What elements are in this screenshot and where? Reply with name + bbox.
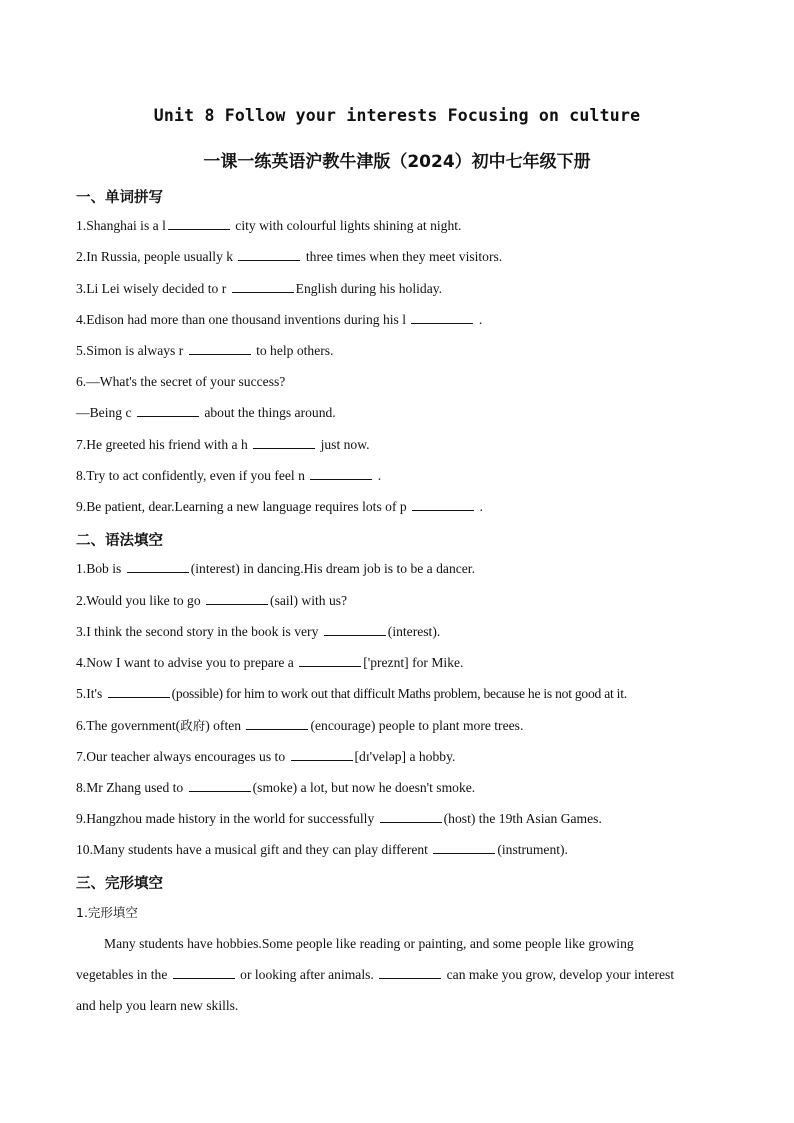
answer-blank[interactable] xyxy=(206,592,268,605)
question-text: 3.I think the second story in the book is very xyxy=(76,624,319,639)
question-text: just now. xyxy=(320,437,370,452)
section-heading-grammar: 二、语法填空 xyxy=(76,533,163,549)
grammar-question-1 xyxy=(76,560,475,578)
grammar-question-8 xyxy=(76,779,475,797)
grammar-question-9 xyxy=(76,810,602,828)
question-text: 5.Simon is always r xyxy=(76,343,184,358)
grammar-question-10 xyxy=(76,841,568,859)
passage-text: Many students have hobbies.Some people like reading or painting, and some people like growing xyxy=(104,936,634,951)
passage-text: or looking after animals. xyxy=(240,967,374,982)
question-text: (interest). xyxy=(387,624,441,639)
passage-text: can make you grow, develop your interest xyxy=(446,967,675,982)
question-text: [dɪ'veləp] a hobby. xyxy=(354,749,456,764)
answer-blank[interactable] xyxy=(379,966,441,979)
answer-blank[interactable] xyxy=(127,560,189,573)
question-text: (instrument). xyxy=(497,842,568,857)
answer-blank[interactable] xyxy=(168,217,230,230)
cloze-paragraph-line-1 xyxy=(104,935,634,953)
question-text: 6.—What's the secret of your success? xyxy=(76,374,286,389)
question-text: 4.Edison had more than one thousand inventions during his l xyxy=(76,312,406,327)
question-text: 3.Li Lei wisely decided to r xyxy=(76,281,227,296)
question-text: 4.Now I want to advise you to prepare a xyxy=(76,655,294,670)
question-text: 7.Our teacher always encourages us to xyxy=(76,749,286,764)
spelling-question-1 xyxy=(76,217,461,235)
answer-blank[interactable] xyxy=(189,342,251,355)
question-text: . xyxy=(478,312,483,327)
question-text: (interest) in dancing.His dream job is to be a dancer. xyxy=(190,561,475,576)
answer-blank[interactable] xyxy=(380,810,442,823)
grammar-question-5 xyxy=(76,685,627,703)
question-text: city with colourful lights shining at night. xyxy=(235,218,462,233)
question-text: —Being c xyxy=(76,405,132,420)
grammar-question-4 xyxy=(76,654,463,672)
passage-text: vegetables in the xyxy=(76,967,168,982)
spelling-question-3 xyxy=(76,280,442,298)
answer-blank[interactable] xyxy=(189,779,251,792)
question-text: ['preznt] for Mike. xyxy=(363,655,464,670)
grammar-question-2 xyxy=(76,592,347,610)
question-text: (encourage) people to plant more trees. xyxy=(310,718,524,733)
question-text: 8.Try to act confidently, even if you feel n xyxy=(76,468,305,483)
grammar-question-3 xyxy=(76,623,440,641)
question-text: (host) the 19th Asian Games. xyxy=(443,811,602,826)
question-text: 2.In Russia, people usually k xyxy=(76,249,234,264)
question-text: 9.Hangzhou made history in the world for successfully xyxy=(76,811,375,826)
question-text: . xyxy=(377,468,382,483)
answer-blank[interactable] xyxy=(412,498,474,511)
answer-blank[interactable] xyxy=(291,748,353,761)
passage-text: and help you learn new skills. xyxy=(76,998,239,1013)
spelling-question-6 xyxy=(76,373,285,391)
question-text: 10.Many students have a musical gift and they can play different xyxy=(76,842,428,857)
cloze-question-1-label xyxy=(76,904,138,922)
answer-blank[interactable] xyxy=(310,467,372,480)
spelling-question-7 xyxy=(76,436,370,454)
answer-blank[interactable] xyxy=(324,623,386,636)
answer-blank[interactable] xyxy=(299,654,361,667)
spelling-question-6-reply xyxy=(76,404,336,422)
grammar-question-6 xyxy=(76,717,523,735)
question-text: 1.Bob is xyxy=(76,561,122,576)
spelling-question-2 xyxy=(76,248,502,266)
title-english: Unit 8 Follow your interests Focusing on culture xyxy=(153,106,641,125)
question-text: about the things around. xyxy=(204,405,336,420)
answer-blank[interactable] xyxy=(253,436,315,449)
question-text-chinese: 政府 xyxy=(180,718,206,733)
question-text: ) often xyxy=(205,718,242,733)
cloze-paragraph-line-2 xyxy=(76,966,674,984)
spelling-question-8 xyxy=(76,467,381,485)
question-text: 2.Would you like to go xyxy=(76,593,201,608)
question-text: (sail) with us? xyxy=(270,593,348,608)
title-chinese: 一课一练英语沪教牛津版（2024）初中七年级下册 xyxy=(203,152,591,172)
answer-blank[interactable] xyxy=(232,280,294,293)
answer-blank[interactable] xyxy=(433,841,495,854)
question-text: 6.The government( xyxy=(76,718,181,733)
answer-blank[interactable] xyxy=(108,685,170,698)
grammar-question-7 xyxy=(76,748,455,766)
spelling-question-4 xyxy=(76,311,482,329)
question-text: 1.Shanghai is a l xyxy=(76,218,166,233)
question-text: 9.Be patient, dear.Learning a new language requires lots of p xyxy=(76,499,407,514)
question-text: English during his holiday. xyxy=(295,281,443,296)
spelling-question-5 xyxy=(76,342,333,360)
question-text: to help others. xyxy=(256,343,334,358)
question-text: three times when they meet visitors. xyxy=(305,249,503,264)
question-text: . xyxy=(479,499,483,514)
question-text: (smoke) a lot, but now he doesn't smoke. xyxy=(252,780,476,795)
spelling-question-9 xyxy=(76,498,483,516)
section-heading-cloze: 三、完形填空 xyxy=(76,876,163,892)
answer-blank[interactable] xyxy=(137,404,199,417)
answer-blank[interactable] xyxy=(411,311,473,324)
question-text: 8.Mr Zhang used to xyxy=(76,780,184,795)
cloze-paragraph-line-3 xyxy=(76,997,238,1015)
answer-blank[interactable] xyxy=(246,717,308,730)
question-text: 5.It's xyxy=(76,686,103,701)
question-label: 1.完形填空 xyxy=(76,905,138,920)
answer-blank[interactable] xyxy=(238,248,300,261)
question-text: 7.He greeted his friend with a h xyxy=(76,437,248,452)
question-text: (possible) for him to work out that difficult Maths problem, because he is not good at it. xyxy=(171,686,627,701)
answer-blank[interactable] xyxy=(173,966,235,979)
section-heading-spelling: 一、单词拼写 xyxy=(76,190,163,206)
